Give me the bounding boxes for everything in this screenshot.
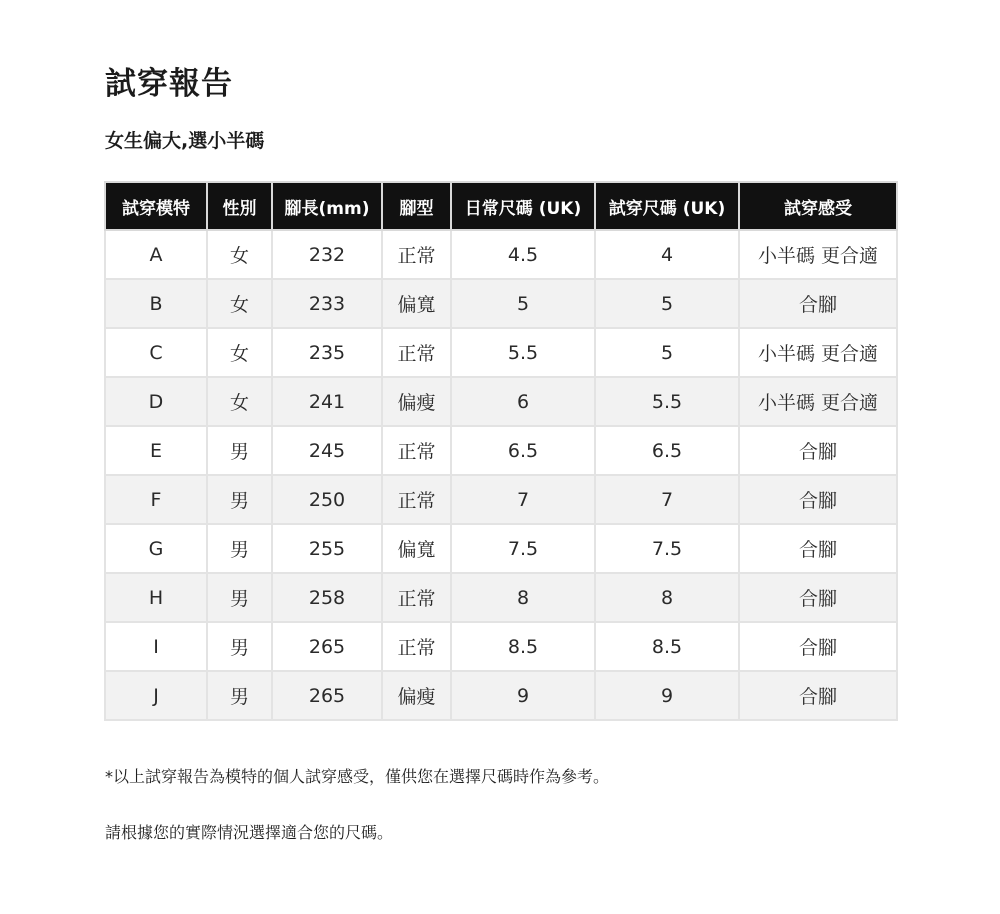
cell-tried-size: 6.5 [595, 426, 739, 475]
cell-foot-length: 250 [272, 475, 382, 524]
cell-foot-shape: 偏瘦 [382, 377, 451, 426]
table-row [105, 279, 897, 328]
cell-fit-feeling: 小半碼 更合適 [739, 230, 897, 279]
cell-model: I [105, 622, 207, 671]
cell-foot-shape: 正常 [382, 573, 451, 622]
cell-gender: 男 [207, 573, 272, 622]
cell-model: F [105, 475, 207, 524]
cell-daily-size: 7 [451, 475, 595, 524]
disclaimer-note: *以上試穿報告為模特的個人試穿感受，僅供您在選擇尺碼時作為參考。 [105, 767, 610, 786]
table-row [105, 377, 897, 426]
cell-gender: 男 [207, 426, 272, 475]
cell-daily-size: 9 [451, 671, 595, 720]
cell-fit-feeling: 合腳 [739, 426, 897, 475]
cell-foot-shape: 正常 [382, 475, 451, 524]
cell-foot-shape: 正常 [382, 328, 451, 377]
cell-model: B [105, 279, 207, 328]
fit-report-table [104, 181, 898, 721]
cell-model: E [105, 426, 207, 475]
cell-model: D [105, 377, 207, 426]
header-foot-length: 腳長(mm) [272, 182, 382, 230]
cell-foot-length: 232 [272, 230, 382, 279]
cell-fit-feeling: 合腳 [739, 671, 897, 720]
cell-model: J [105, 671, 207, 720]
cell-daily-size: 8 [451, 573, 595, 622]
cell-tried-size: 5 [595, 279, 739, 328]
header-daily-size: 日常尺碼 (UK) [451, 182, 595, 230]
cell-gender: 女 [207, 377, 272, 426]
cell-tried-size: 7 [595, 475, 739, 524]
table-row [105, 426, 897, 475]
cell-gender: 男 [207, 622, 272, 671]
cell-model: G [105, 524, 207, 573]
cell-tried-size: 8 [595, 573, 739, 622]
table-row [105, 573, 897, 622]
cell-foot-length: 235 [272, 328, 382, 377]
cell-tried-size: 4 [595, 230, 739, 279]
header-gender: 性別 [207, 182, 272, 230]
table-row [105, 230, 897, 279]
header-foot-shape: 腳型 [382, 182, 451, 230]
cell-daily-size: 6 [451, 377, 595, 426]
cell-daily-size: 4.5 [451, 230, 595, 279]
cell-model: C [105, 328, 207, 377]
page-title: 試穿報告 [105, 66, 233, 102]
cell-fit-feeling: 小半碼 更合適 [739, 328, 897, 377]
cell-tried-size: 8.5 [595, 622, 739, 671]
cell-daily-size: 7.5 [451, 524, 595, 573]
cell-fit-feeling: 合腳 [739, 573, 897, 622]
table-row [105, 622, 897, 671]
cell-daily-size: 5 [451, 279, 595, 328]
cell-gender: 女 [207, 328, 272, 377]
cell-model: H [105, 573, 207, 622]
sizing-advice-subtitle: 女生偏大,選小半碼 [105, 130, 265, 152]
cell-tried-size: 5.5 [595, 377, 739, 426]
header-model: 試穿模特 [105, 182, 207, 230]
cell-foot-length: 233 [272, 279, 382, 328]
cell-fit-feeling: 合腳 [739, 279, 897, 328]
cell-foot-shape: 正常 [382, 230, 451, 279]
cell-foot-length: 265 [272, 671, 382, 720]
table-header-row [105, 182, 897, 230]
cell-foot-shape: 偏寬 [382, 524, 451, 573]
cell-daily-size: 6.5 [451, 426, 595, 475]
cell-foot-length: 245 [272, 426, 382, 475]
cell-tried-size: 7.5 [595, 524, 739, 573]
cell-gender: 女 [207, 279, 272, 328]
sizing-advice-text: 請根據您的實際情況選擇適合您的尺碼。 [105, 823, 394, 842]
cell-tried-size: 9 [595, 671, 739, 720]
cell-daily-size: 5.5 [451, 328, 595, 377]
cell-foot-length: 258 [272, 573, 382, 622]
cell-tried-size: 5 [595, 328, 739, 377]
cell-fit-feeling: 小半碼 更合適 [739, 377, 897, 426]
cell-daily-size: 8.5 [451, 622, 595, 671]
cell-model: A [105, 230, 207, 279]
cell-foot-length: 265 [272, 622, 382, 671]
header-tried-size: 試穿尺碼 (UK) [595, 182, 739, 230]
cell-gender: 女 [207, 230, 272, 279]
cell-fit-feeling: 合腳 [739, 475, 897, 524]
table-row [105, 328, 897, 377]
cell-fit-feeling: 合腳 [739, 524, 897, 573]
table-row [105, 524, 897, 573]
cell-fit-feeling: 合腳 [739, 622, 897, 671]
cell-foot-shape: 偏瘦 [382, 671, 451, 720]
table-row [105, 671, 897, 720]
cell-foot-shape: 偏寬 [382, 279, 451, 328]
cell-foot-shape: 正常 [382, 426, 451, 475]
cell-gender: 男 [207, 475, 272, 524]
cell-foot-length: 241 [272, 377, 382, 426]
cell-foot-shape: 正常 [382, 622, 451, 671]
cell-gender: 男 [207, 671, 272, 720]
cell-gender: 男 [207, 524, 272, 573]
table-row [105, 475, 897, 524]
header-fit-feeling: 試穿感受 [739, 182, 897, 230]
cell-foot-length: 255 [272, 524, 382, 573]
